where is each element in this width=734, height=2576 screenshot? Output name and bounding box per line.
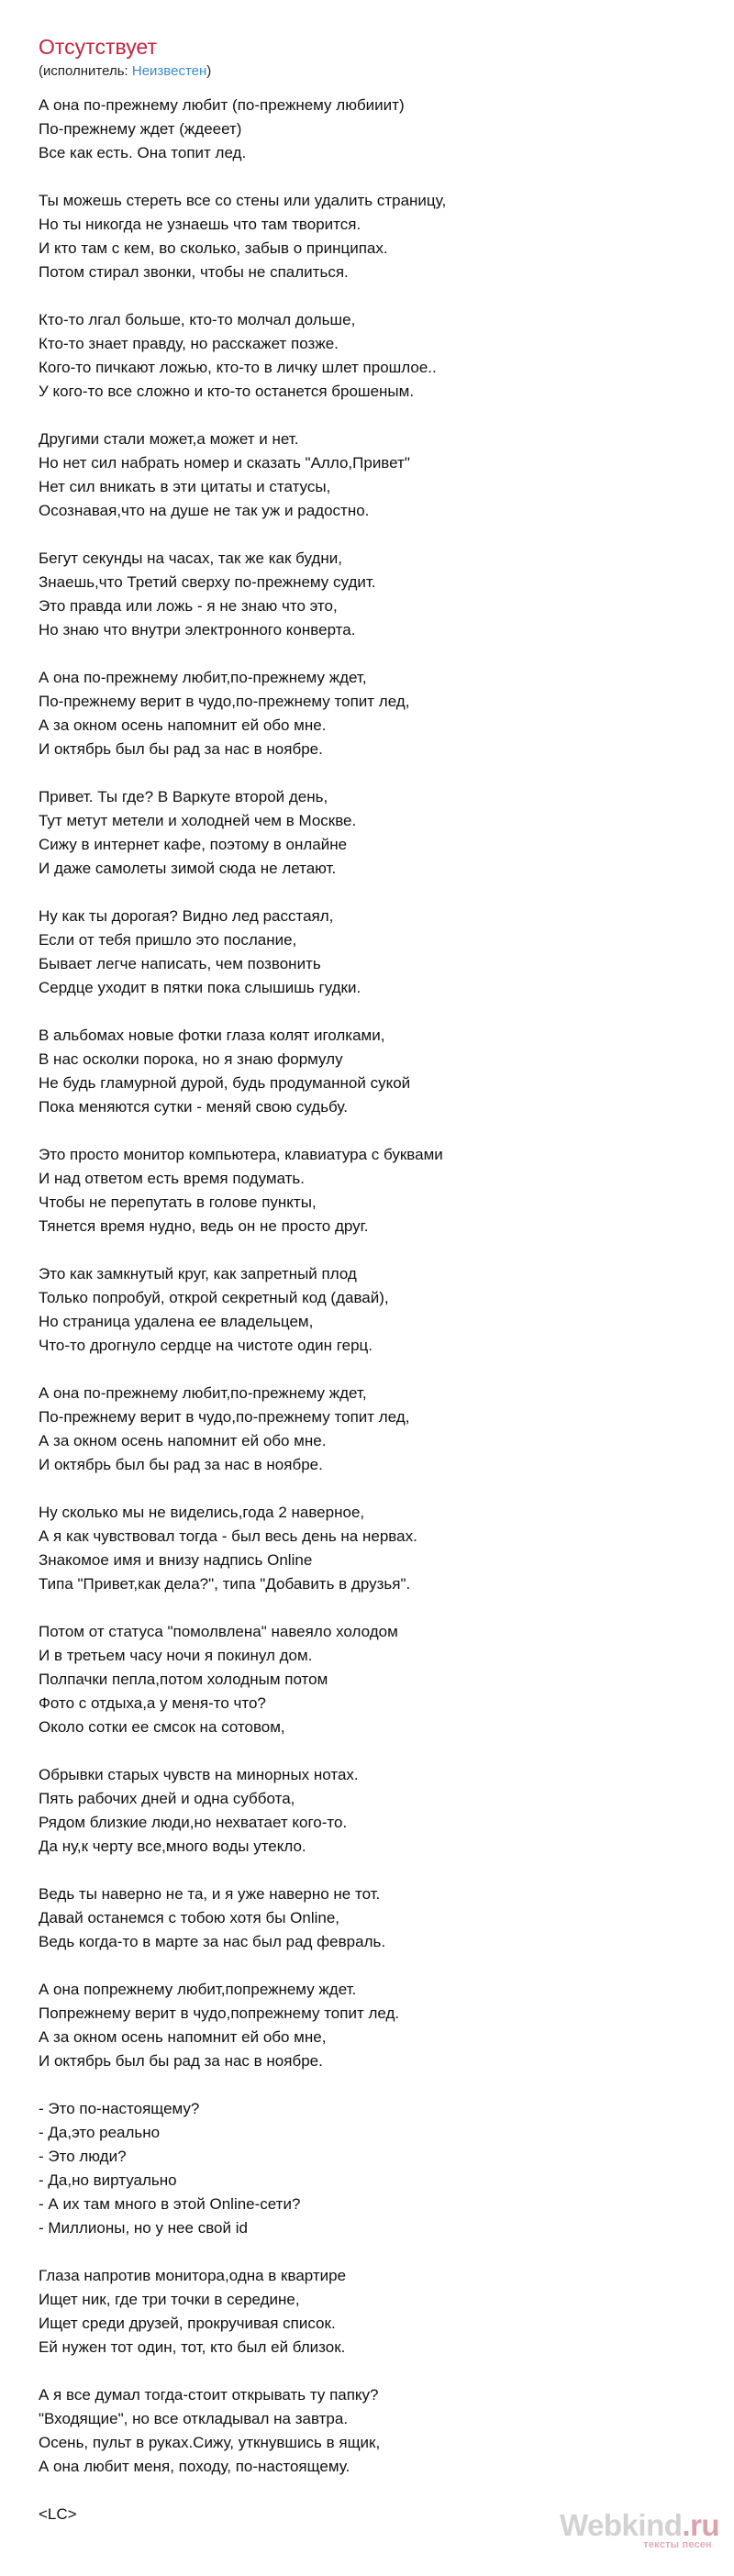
lyrics-line: Другими стали может,а может и нет. <box>39 430 299 448</box>
lyrics-line: И октябрь был бы рад за нас в ноябре. <box>39 1456 323 1473</box>
lyrics-line: И октябрь был бы рад за нас в ноябре. <box>39 2052 323 2070</box>
lyrics-line: Тут метут метели и холодней чем в Москве. <box>39 812 357 829</box>
lyrics-stanza <box>39 1620 699 1739</box>
lyrics-line: Ей нужен тот один, тот, кто был ей близок. <box>39 2338 346 2356</box>
lyrics-line: Но ты никогда не узнаешь что там творится. <box>39 216 361 233</box>
lyrics-line: Это как замкнутый круг, как запретный плод <box>39 1265 357 1282</box>
artist-line <box>39 62 699 81</box>
lyrics-line: - А их там много в этой Online-сети? <box>39 2195 301 2213</box>
lyrics-line: - Миллионы, но у нее свой id <box>39 2219 248 2237</box>
lyrics-line: И октябрь был бы рад за нас в ноябре. <box>39 740 323 758</box>
lyrics-line: А я как чувствовал тогда - был весь день на нервах. <box>39 1527 417 1545</box>
lyrics-stanza <box>39 1143 699 1238</box>
lyrics-line: Типа "Привет,как дела?", типа "Добавить в друзья". <box>39 1575 411 1593</box>
lyrics-line: А она по-прежнему любит (по-прежнему любииит) <box>39 96 405 114</box>
logo-wordmark <box>560 2508 720 2542</box>
lyrics-line: А я все думал тогда-стоит открывать ту папку? <box>39 2386 379 2404</box>
lyrics-line: В нас осколки порока, но я знаю формулу <box>39 1050 343 1068</box>
lyrics-line: По-прежнему ждет (ждееет) <box>39 120 242 138</box>
lyrics-line: - Это люди? <box>39 2148 127 2165</box>
lyrics-line: Попрежнему верит в чудо,попрежнему топит лед. <box>39 2004 400 2022</box>
lyrics-line: Около сотки ее смсок на сотовом, <box>39 1718 285 1736</box>
lyrics-stanza <box>39 2383 699 2479</box>
lyrics-line: - Да,но виртуально <box>39 2171 177 2189</box>
lyrics-line: А она попрежнему любит,попрежнему ждет. <box>39 1981 357 1998</box>
lyrics-line: А за окном осень напомнит ей обо мне, <box>39 2028 327 2046</box>
lyrics-line: Сижу в интернет кафе, поэтому в онлайне <box>39 836 348 853</box>
lyrics-stanza <box>39 666 699 761</box>
lyrics-line: По-прежнему верит в чудо,по-прежнему топит лед, <box>39 1408 410 1426</box>
lyrics-line: Пока меняются сутки - меняй свою судьбу. <box>39 1098 348 1116</box>
lyrics-line: Знаешь,что Третий сверху по-прежнему судит. <box>39 573 376 591</box>
lyrics-line: Но нет сил набрать номер и сказать "Алло,Привет" <box>39 454 410 472</box>
lyrics-line: Потом от статуса "помолвлена" навеяло холодом <box>39 1623 398 1640</box>
lyrics-line: Полпачки пепла,потом холодным потом <box>39 1671 328 1688</box>
lyrics-line: Ищет ник, где три точки в середине, <box>39 2291 300 2308</box>
lyrics-line: Не будь гламурной дурой, будь продуманной сукой <box>39 1074 411 1092</box>
lyrics-line: Осень, пульт в руках.Сижу, уткнувшись в ящик, <box>39 2434 381 2451</box>
lyrics-line: Чтобы не перепутать в голове пункты, <box>39 1194 317 1211</box>
lyrics-line: Если от тебя пришло это послание, <box>39 931 297 949</box>
lyrics-line: Нет сил вникать в эти цитаты и статусы, <box>39 478 331 495</box>
lyrics-line: Сердце уходит в пятки пока слышишь гудки. <box>39 979 361 996</box>
lyrics-stanza <box>39 547 699 642</box>
lyrics-line: И в третьем часу ночи я покинул дом. <box>39 1647 313 1664</box>
lyrics-line: Это просто монитор компьютера, клавиатура с буквами <box>39 1146 443 1163</box>
lyrics-line: Но страница удалена ее владельцем, <box>39 1313 314 1330</box>
lyrics-line: Рядом близкие люди,но нехватает кого-то. <box>39 1814 348 1831</box>
logo-main-text: Webkind <box>560 2508 683 2542</box>
lyrics-signature: <LC> <box>39 2505 77 2523</box>
lyrics-line: Это правда или ложь - я не знаю что это, <box>39 597 338 615</box>
lyrics-line: Тянется время нудно, ведь он не просто друг. <box>39 1217 369 1235</box>
lyrics-stanza <box>39 1262 699 1358</box>
lyrics-line: Обрывки старых чувств на минорных нотах. <box>39 1766 359 1783</box>
lyrics-line: Привет. Ты где? В Варкуте второй день, <box>39 788 328 805</box>
lyrics-line: - Это по-настоящему? <box>39 2100 200 2117</box>
lyrics-stanza <box>39 2097 699 2240</box>
lyrics-line: Ведь ты наверно не та, и я уже наверно не тот. <box>39 1885 381 1903</box>
site-logo[interactable] <box>560 2508 720 2554</box>
lyrics-line: А за окном осень напомнит ей обо мне. <box>39 1432 327 1449</box>
lyrics-stanza <box>39 905 699 1000</box>
lyrics-line: Пять рабочих дней и одна суббота, <box>39 1790 295 1807</box>
lyrics-line: "Входящие", но все откладывал на завтра. <box>39 2410 349 2427</box>
lyrics-line: В альбомах новые фотки глаза колят иголками, <box>39 1027 385 1044</box>
lyrics-stanza <box>39 94 699 165</box>
artist-link[interactable]: Неизвестен <box>131 63 207 79</box>
lyrics-line: Ищет среди друзей, прокручивая список. <box>39 2315 336 2332</box>
lyrics-line: Знакомое имя и внизу надпись Online <box>39 1551 313 1569</box>
lyrics-line: Давай останемся с тобою хотя бы Online, <box>39 1909 340 1926</box>
lyrics-stanza <box>39 1501 699 1596</box>
logo-domain-text: .ru <box>682 2508 720 2542</box>
lyrics-line: И над ответом есть время подумать. <box>39 1170 306 1187</box>
lyrics-stanza <box>39 189 699 284</box>
lyrics-line: Кто-то знает правду, но расскажет позже. <box>39 335 339 352</box>
lyrics-stanza <box>39 1978 699 2073</box>
artist-prefix: (исполнитель: <box>39 63 132 79</box>
lyrics-line: У кого-то все сложно и кто-то останется брошеным. <box>39 383 415 400</box>
artist-suffix: ) <box>206 63 212 79</box>
lyrics-line: Да ну,к черту все,много воды утекло. <box>39 1838 306 1855</box>
lyrics-line: Кого-то пичкают ложью, кто-то в личку шлет прошлое.. <box>39 359 437 376</box>
lyrics-line: Фото с отдыха,а у меня-то что? <box>39 1694 266 1712</box>
lyrics-body <box>39 94 699 2526</box>
lyrics-line: Ну как ты дорогая? Видно лед расстаял, <box>39 907 334 925</box>
lyrics-line: Осознавая,что на душе не так уж и радостно. <box>39 502 370 519</box>
lyrics-line: По-прежнему верит в чудо,по-прежнему топит лед, <box>39 693 410 710</box>
lyrics-line: Только попробуй, открой секретный код (давай), <box>39 1289 389 1306</box>
lyrics-stanza <box>39 2264 699 2359</box>
lyrics-line: А она по-прежнему любит,по-прежнему ждет, <box>39 669 367 686</box>
lyrics-line: А она по-прежнему любит,по-прежнему ждет, <box>39 1384 367 1402</box>
lyrics-line: Бегут секунды на часах, так же как будни, <box>39 550 342 567</box>
lyrics-line: Глаза напротив монитора,одна в квартире <box>39 2267 347 2284</box>
lyrics-line: Что-то дрогнуло сердце на чистоте один герц. <box>39 1337 373 1354</box>
lyrics-stanza <box>39 785 699 881</box>
lyrics-line: А за окном осень напомнит ей обо мне. <box>39 716 327 734</box>
song-title: Отсутствует <box>39 35 157 59</box>
lyrics-line: А она любит меня, походу, по-настоящему. <box>39 2458 350 2475</box>
lyrics-line: Потом стирал звонки, чтобы не спалиться. <box>39 263 349 281</box>
lyrics-stanza <box>39 308 699 404</box>
lyrics-stanza <box>39 427 699 523</box>
lyrics-line: И даже самолеты зимой сюда не летают. <box>39 860 337 877</box>
lyrics-line: Ты можешь стереть все со стены или удалить страницу, <box>39 192 447 209</box>
lyrics-line: Кто-то лгал больше, кто-то молчал дольше, <box>39 311 356 328</box>
lyrics-stanza <box>39 1882 699 1954</box>
lyrics-line: Ну сколько мы не виделись,года 2 наверное, <box>39 1504 365 1521</box>
lyrics-line: Но знаю что внутри электронного конверта. <box>39 621 356 638</box>
lyrics-stanza <box>39 1024 699 1119</box>
lyrics-stanza <box>39 1382 699 1477</box>
lyrics-line: Ведь когда-то в марте за нас был рад февраль. <box>39 1933 386 1950</box>
song-header <box>39 33 699 81</box>
lyrics-stanza <box>39 1763 699 1859</box>
lyrics-line: Все как есть. Она топит лед. <box>39 144 247 161</box>
lyrics-line: Бывает легче написать, чем позвонить <box>39 955 321 972</box>
lyrics-line: - Да,это реально <box>39 2124 161 2141</box>
lyrics-line: И кто там с кем, во сколько, забыв о принципах. <box>39 239 388 257</box>
logo-subtitle: тексты песен <box>643 2539 712 2550</box>
